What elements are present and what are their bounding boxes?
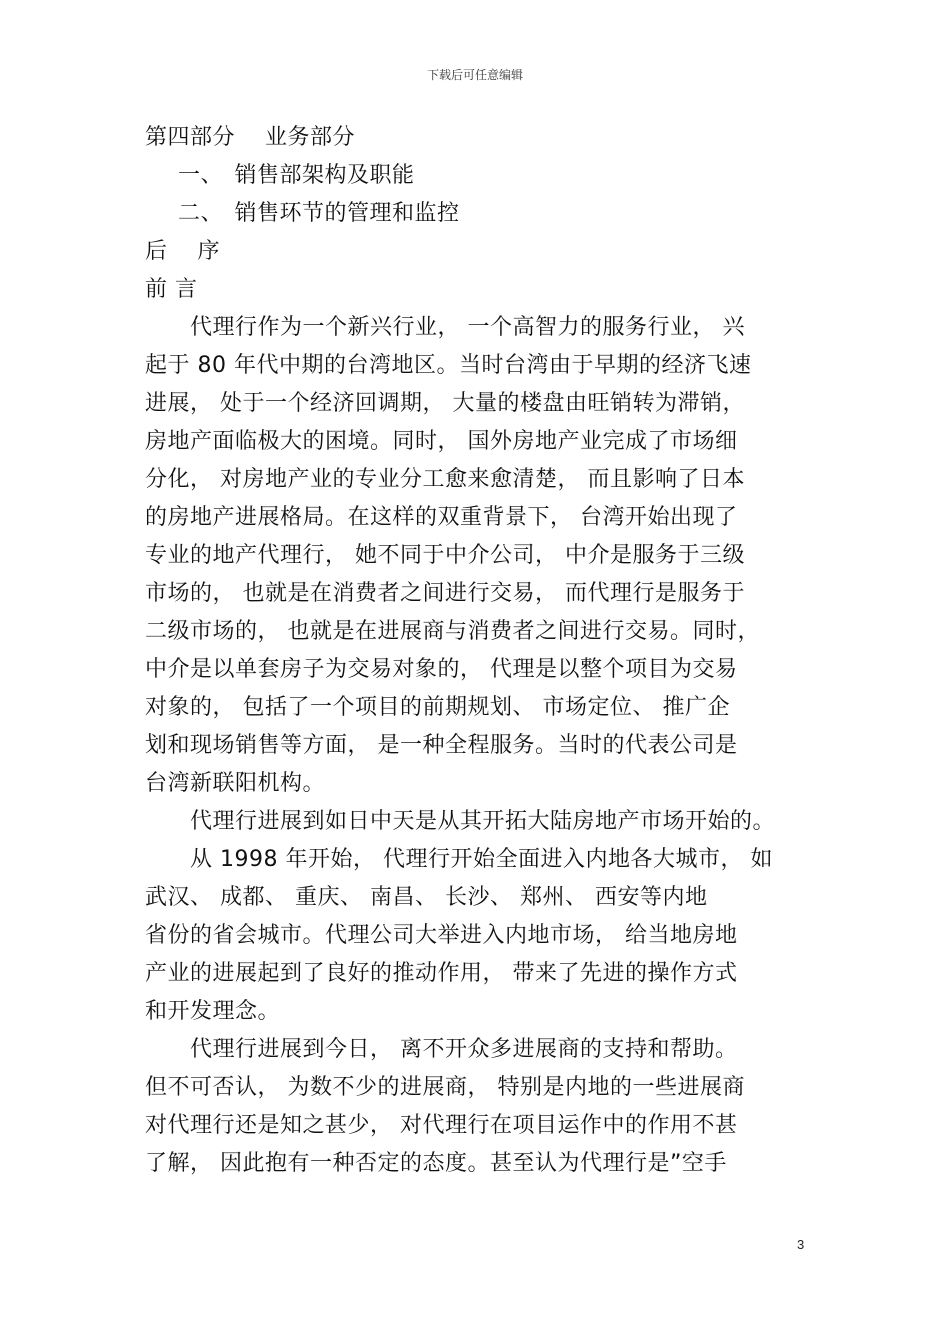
preface-line: 房地产面临极大的困境。同时， 国外房地产业完成了市场细 [145, 429, 738, 454]
preface-line: 和开发理念。 [145, 999, 281, 1024]
preface-line: 进展， 处于一个经济回调期， 大量的楼盘由旺销转为滞销， [145, 391, 745, 416]
preface-line: 起于 80 年代中期的台湾地区。当时台湾由于早期的经济飞速 [145, 353, 752, 378]
preface-title: 前 言 [145, 277, 198, 302]
page-number: 3 [797, 1237, 805, 1252]
preface-line: 对代理行还是知之甚少， 对代理行在项目运作中的作用不甚 [145, 1113, 738, 1138]
toc-part4: 第四部分 业务部分 [145, 125, 355, 150]
preface-line: 代理行进展到今日， 离不开众多进展商的支持和帮助。 [190, 1037, 738, 1062]
preface-line: 了解， 因此抱有一种否定的态度。甚至认为代理行是”空手 [145, 1151, 727, 1176]
header-note: 下载后可任意编辑 [426, 68, 523, 82]
preface-line: 对象的， 包括了一个项目的前期规划、 市场定位、 推广企 [145, 695, 730, 720]
preface-line: 从 1998 年开始， 代理行开始全面进入内地各大城市， 如 [190, 847, 773, 872]
toc-afterword: 后 序 [145, 239, 220, 264]
preface-line: 市场的， 也就是在消费者之间进行交易， 而代理行是服务于 [145, 581, 745, 606]
preface-line: 的房地产进展格局。在这样的双重背景下， 台湾开始出现了 [145, 505, 738, 530]
toc-item-1: 一、 销售部架构及职能 [178, 163, 415, 188]
preface-line: 但不可否认， 为数不少的进展商， 特别是内地的一些进展商 [145, 1075, 745, 1100]
preface-line: 分化， 对房地产业的专业分工愈来愈清楚， 而且影响了日本 [145, 467, 745, 492]
preface-line: 中介是以单套房子为交易对象的， 代理是以整个项目为交易 [145, 657, 738, 682]
toc-item-2: 二、 销售环节的管理和监控 [178, 201, 460, 226]
preface-line: 专业的地产代理行， 她不同于中介公司， 中介是服务于三级 [145, 543, 745, 568]
preface-line: 台湾新联阳机构。 [145, 771, 326, 796]
preface-line: 产业的进展起到了良好的推动作用， 带来了先进的操作方式 [145, 961, 738, 986]
preface-line: 代理行进展到如日中天是从其开拓大陆房地产市场开始的。 [190, 809, 776, 834]
preface-line: 武汉、 成都、 重庆、 南昌、 长沙、 郑州、 西安等内地 [145, 885, 708, 910]
preface-line: 二级市场的， 也就是在进展商与消费者之间进行交易。同时， [145, 619, 760, 644]
preface-line: 省份的省会城市。代理公司大举进入内地市场， 给当地房地 [145, 923, 738, 948]
preface-line: 划和现场销售等方面， 是一种全程服务。当时的代表公司是 [145, 733, 738, 758]
preface-line: 代理行作为一个新兴行业， 一个高智力的服务行业， 兴 [190, 315, 745, 340]
